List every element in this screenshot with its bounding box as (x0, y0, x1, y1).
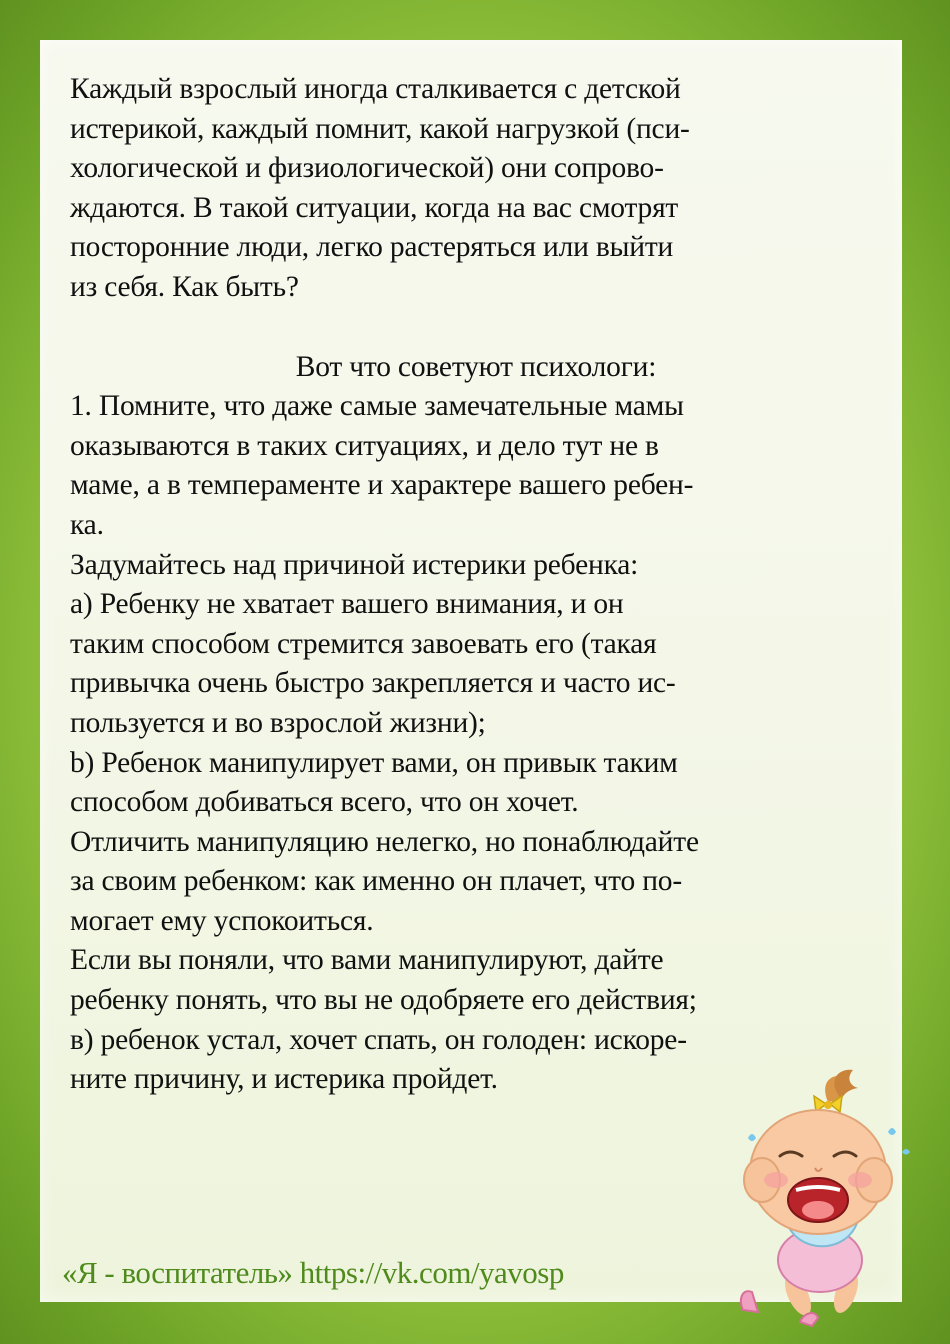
body-line: ка. (70, 508, 104, 541)
body-line: маме, а в темпераменте и характере вашего ребен- (70, 469, 694, 502)
body-line: Отличить манипуляцию нелегко, но понаблюдайте (70, 825, 699, 858)
body-line: 1. Помните, что даже самые замечательные мамы (70, 390, 684, 423)
body-line: в) ребенок устал, хочет спать, он голоден: искоре- (70, 1023, 687, 1056)
intro-line: из себя. Как быть? (70, 270, 299, 303)
body-line: за своим ребенком: как именно он плачет, что по- (70, 865, 682, 898)
intro-line: ждаются. В такой ситуации, когда на вас смотрят (70, 191, 679, 224)
section-heading: Вот что советуют психологи: (295, 350, 657, 383)
intro-line: хологической и физиологической) они сопрово- (70, 152, 664, 185)
body-line: таким способом стремится завоевать его (такая (70, 627, 657, 660)
body-line: ните причину, и истерика пройдет. (70, 1063, 498, 1096)
intro-line: истерикой, каждый помнит, какой нагрузкой (пси- (70, 112, 690, 145)
body-line: Если вы поняли, что вами манипулируют, дайте (70, 944, 664, 977)
body-line: способом добиваться всего, что он хочет. (70, 786, 579, 819)
body-line: могает ему успокоиться. (70, 904, 374, 937)
body-line: оказываются в таких ситуациях, и дело тут не в (70, 429, 659, 462)
article-text (70, 70, 882, 1100)
body-line: b) Ребенок манипулирует вами, он привык таким (70, 746, 678, 779)
body-line: пользуется и во взрослой жизни); (70, 706, 486, 739)
body-line: привычка очень быстро закрепляется и часто ис- (70, 667, 676, 700)
body-line: а) Ребенку не хватает вашего внимания, и он (70, 588, 624, 621)
crying-baby-icon (718, 1060, 918, 1330)
footer-credit: «Я - воспитатель» https://vk.com/yavosp (62, 1255, 564, 1290)
body-line: ребенку понять, что вы не одобряете его действия; (70, 984, 697, 1017)
body-line: Задумайтесь над причиной истерики ребенка: (70, 548, 639, 581)
intro-line: посторонние люди, легко растеряться или выйти (70, 231, 674, 264)
intro-line: Каждый взрослый иногда сталкивается с детской (70, 73, 681, 105)
